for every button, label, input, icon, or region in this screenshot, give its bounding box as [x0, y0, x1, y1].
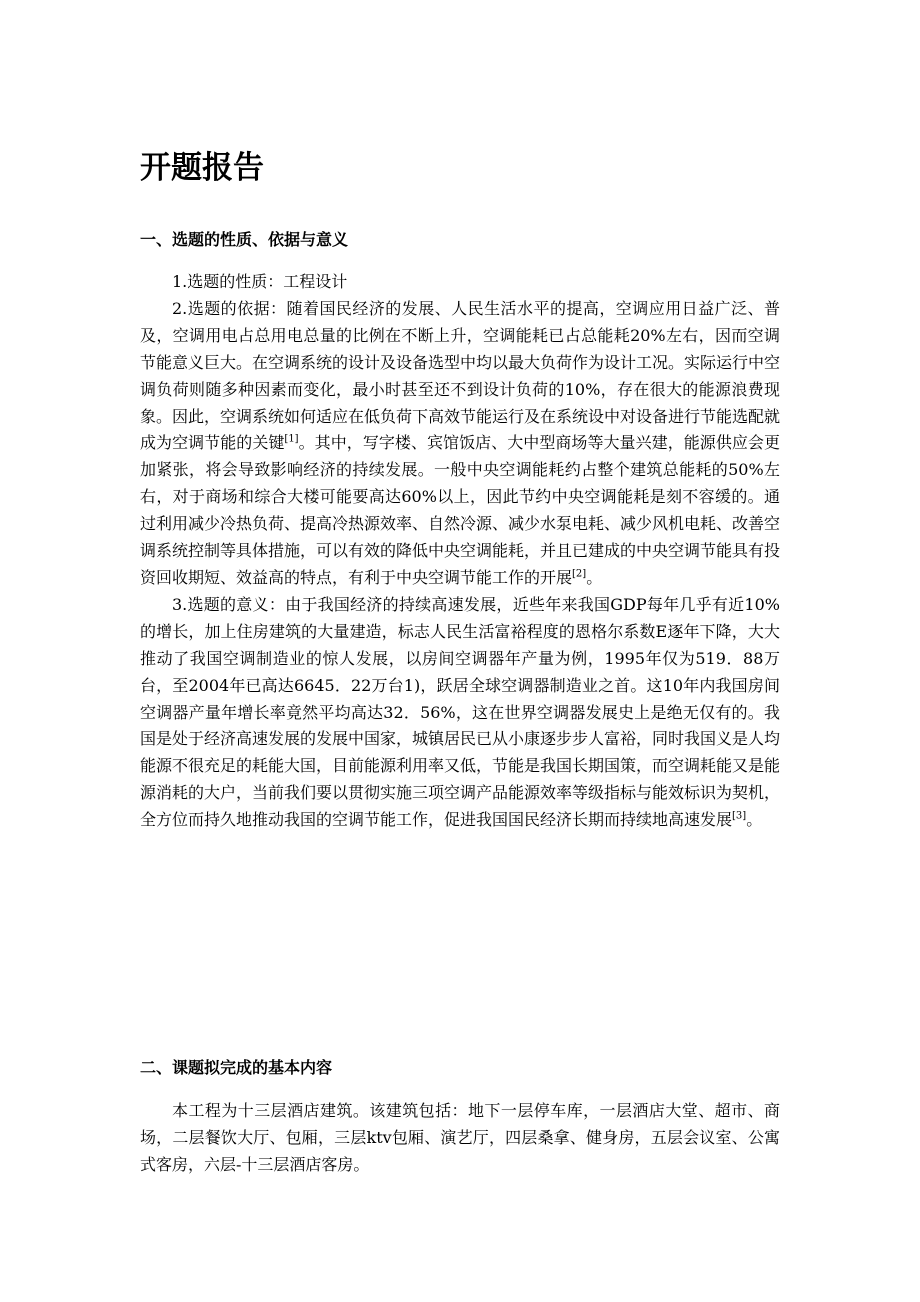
paragraph-basis — [140, 296, 780, 592]
paragraph-text: 。 — [586, 567, 603, 587]
paragraph-content: 本工程为十三层酒店建筑。该建筑包括：地下一层停车库，一层酒店大堂、超市、商场，二层餐饮大厅、包厢，三层ktv包厢、演艺厅，四层桑拿、健身房，五层会议室、公寓式客房，六层-十三层酒店客房。 — [140, 1101, 780, 1174]
citation-ref: [1] — [284, 434, 299, 446]
citation-ref: [3] — [732, 810, 747, 822]
paragraph-nature: 1.选题的性质：工程设计 — [172, 272, 348, 291]
paragraph-text: 。 — [746, 810, 763, 830]
paragraph-text: 2.选题的依据：随着国民经济的发展、人民生活水平的提高，空调应用日益广泛、普及，空调用电占总用电总量的比例在不断上升，空调能耗已占总能耗20%左右，因而空调节能意义巨大。在空调系统的设计及设备选型中均以最大负荷作为设计工况。实际运行中空调负荷则随多种因素而变化，最小时甚至还不到设计负荷的10%，存在很大的能源浪费现象。因此，空调系统如何适应在低负荷下高效节能运行及在系统设中对设备进行节能选配就成为空调节能的关键 — [140, 298, 781, 453]
section-heading-2: 二、课题拟完成的基本内容 — [140, 1058, 333, 1077]
section-body-2 — [140, 1098, 780, 1179]
paragraph-text: 。其中，写字楼、宾馆饭店、大中型商场等大量兴建，能源供应会更加紧张，将会导致影响经济的持续发展。一般中央空调能耗约占整个建筑总能耗的50%左右，对于商场和综合大楼可能要高达60%以上，因此节约中央空调能耗是刻不容缓的。通过利用减少冷热负荷、提高冷热源效率、自然冷源、减少水泵电耗、减少风机电耗、改善空调系统控制等具体措施，可以有效的降低中央空调能耗，并且已建成的中央空调节能具有投资回收期短、效益高的特点，有利于中央空调节能工作的开展 — [140, 433, 781, 587]
section-heading-1: 一、选题的性质、依据与意义 — [140, 230, 349, 249]
paragraph-significance — [140, 592, 780, 834]
citation-ref: [2] — [572, 568, 587, 580]
section-body-1 — [140, 269, 780, 834]
paragraph-text: 3.选题的意义：由于我国经济的持续高速发展，近些年来我国GDP每年几乎有近10%的增长，加上住房建筑的大量建造，标志人民生活富裕程度的恩格尔系数E逐年下降，大大推动了我国空调制造业的惊人发展，以房间空调器年产量为例，1995年仅为519．88万台，至2004年已高达6645．22万台1)，跃居全球空调器制造业之首。这10年内我国房间空调器产量年增长率竟然平均高达32．56%，这在世界空调器发展史上是绝无仅有的。我国是处于经济高速发展的发展中国家，城镇居民已从小康逐步步人富裕，同时我国义是人均能源不很充足的耗能大国，目前能源利用率又低，节能是我国长期国策，而空调耗能又是能源消耗的大户，当前我们要以贯彻实施三项空调产品能源效率等级指标与能效标识为契机，全方位而持久地推动我国的空调节能工作，促进我国国民经济长期而持续地高速发展 — [140, 594, 781, 830]
page-title: 开题报告 — [140, 150, 264, 186]
